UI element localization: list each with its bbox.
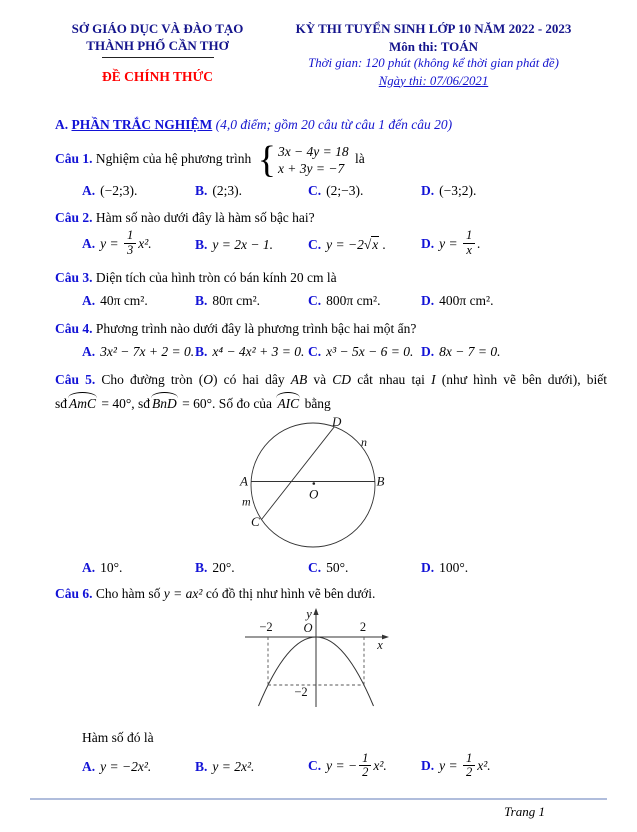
section-note: (4,0 điểm; gồm 20 câu từ câu 1 đến câu 20) xyxy=(212,117,453,132)
var-AB: AB xyxy=(290,371,308,387)
option-4d xyxy=(421,343,607,361)
option-value: x³ − 5x − 6 = 0. xyxy=(326,344,414,360)
option-4a xyxy=(82,343,195,361)
option-value: y = 2x². xyxy=(212,759,255,775)
option-letter: D. xyxy=(421,344,435,360)
option-letter: A. xyxy=(82,182,96,198)
question-4 xyxy=(55,320,607,338)
y-axis-label: y xyxy=(306,607,312,622)
question-5-text: (như hình vẽ bên dưới), biết xyxy=(435,371,607,387)
exam-header xyxy=(55,20,607,90)
fraction: $\frac{1}{x}$ xyxy=(463,229,475,256)
question-6-text: có đồ thị như hình vẽ bên dưới. xyxy=(202,586,376,602)
option-letter: B. xyxy=(195,759,208,775)
option-value: 20°. xyxy=(212,559,235,575)
option-6c xyxy=(308,752,421,782)
fraction: $\frac{1}{2}$ xyxy=(463,752,475,779)
option-letter: D. xyxy=(421,292,435,308)
system-eq1: 3x − 4y = 18 xyxy=(277,143,349,159)
option-letter: D. xyxy=(421,182,435,198)
arc-AIC: AIC xyxy=(275,392,301,413)
page-number: Trang 1 xyxy=(504,803,545,819)
option-value: y = − $\frac{1}{2}$ x². xyxy=(326,751,387,780)
question-1 xyxy=(55,138,607,181)
parabola-figure xyxy=(241,606,391,716)
center-label-O: O xyxy=(309,486,319,502)
option-value: 400π cm². xyxy=(439,292,494,308)
question-5-text: = 60°. Số đo của xyxy=(178,395,276,411)
question-5-line1 xyxy=(55,371,607,389)
option-letter: C. xyxy=(308,758,322,774)
question-3-text: Diện tích của hình tròn có bán kính 20 cm là xyxy=(92,269,337,285)
var-O: O xyxy=(203,371,214,387)
question-1-text-after: là xyxy=(351,150,365,166)
question-6-formula: y = ax² xyxy=(163,586,203,602)
system-brace: { xyxy=(257,138,276,181)
page-footer xyxy=(30,798,607,820)
option-6a xyxy=(82,758,195,776)
option-4b xyxy=(195,343,308,361)
question-5-line2 xyxy=(55,392,607,413)
option-5c xyxy=(308,559,421,577)
option-6b xyxy=(195,758,308,776)
question-3-options xyxy=(82,292,607,310)
option-1a xyxy=(82,182,195,200)
option-1b xyxy=(195,182,308,200)
option-3d xyxy=(421,292,607,310)
fraction: $\frac{1}{3}$ xyxy=(124,229,136,256)
tick-label-minus2: −2 xyxy=(259,620,273,635)
option-value: y = 2x − 1. xyxy=(212,236,273,252)
question-5-text: = 40°, sđ xyxy=(98,395,151,411)
var-I: I xyxy=(431,371,436,387)
option-value: y = $\frac{1}{2}$ x². xyxy=(439,751,491,780)
center-dot xyxy=(313,482,316,485)
question-6 xyxy=(55,585,607,603)
question-5-label: Câu 5. xyxy=(55,371,96,387)
option-value: 800π cm². xyxy=(326,292,381,308)
exam-subject: Môn thi: TOÁN xyxy=(388,38,479,54)
point-label-A: A xyxy=(240,473,248,489)
exam-title: KỲ THI TUYỂN SINH LỚP 10 NĂM 2022 - 2023 xyxy=(295,21,572,36)
option-value: 50°. xyxy=(326,559,349,575)
option-3c xyxy=(308,292,421,310)
option-value: (−2;3). xyxy=(100,182,138,198)
section-label: A. xyxy=(55,117,72,132)
option-letter: D. xyxy=(421,235,435,251)
option-letter: D. xyxy=(421,559,435,575)
option-2d xyxy=(421,229,607,259)
org-underline xyxy=(102,57,214,58)
option-2c xyxy=(308,236,421,254)
option-value: 80π cm². xyxy=(212,292,260,308)
option-letter: B. xyxy=(195,182,208,198)
point-label-D: D xyxy=(332,414,342,429)
option-3b xyxy=(195,292,308,310)
chord-cd xyxy=(262,426,335,519)
option-value: y = $\frac{1}{3}$ x². xyxy=(100,228,152,257)
exam-info-block xyxy=(260,20,607,90)
section-title: PHẦN TRẮC NGHIỆM xyxy=(71,117,213,132)
arc-label-m: m xyxy=(242,494,251,509)
exam-date: Ngày thi: 07/06/2021 xyxy=(378,73,489,88)
section-a-heading xyxy=(55,116,607,134)
option-2b xyxy=(195,236,308,254)
option-letter: A. xyxy=(82,559,96,575)
option-1d xyxy=(421,182,607,200)
option-value: x⁴ − 4x² + 3 = 0. xyxy=(212,344,305,360)
option-letter: C. xyxy=(308,236,322,252)
option-value: y = −2x². xyxy=(100,759,152,775)
circle-figure xyxy=(218,415,438,555)
question-5-text: cắt nhau tại xyxy=(351,371,432,387)
option-value: (2;−3). xyxy=(326,182,364,198)
option-value: (2;3). xyxy=(212,182,243,198)
option-letter: C. xyxy=(308,344,322,360)
option-2a xyxy=(82,229,195,259)
option-4c xyxy=(308,343,421,361)
question-5-text: Cho đường tròn ( xyxy=(95,371,204,387)
exam-duration: Thời gian: 120 phút (không kể thời gian phát đề) xyxy=(308,56,559,70)
question-1-options xyxy=(82,182,607,200)
option-value: y = $\frac{1}{x}$ . xyxy=(439,228,481,257)
question-4-text: Phương trình nào dưới đây là phương trình bậc hai một ẩn? xyxy=(92,321,417,337)
arc-AmC: AmC xyxy=(67,392,98,413)
question-2-text: Hàm số nào dưới đây là hàm số bậc hai? xyxy=(92,209,315,225)
option-5d xyxy=(421,559,607,577)
option-3a xyxy=(82,292,195,310)
question-3 xyxy=(55,269,607,287)
option-value: 8x − 7 = 0. xyxy=(439,344,501,360)
question-6-options xyxy=(82,752,607,782)
question-5-text: ) có hai dây xyxy=(213,371,291,387)
option-letter: B. xyxy=(195,236,208,252)
option-value: 100°. xyxy=(439,559,469,575)
question-2 xyxy=(55,209,607,227)
var-CD: CD xyxy=(332,371,352,387)
option-letter: A. xyxy=(82,292,96,308)
point-label-B: B xyxy=(376,473,385,489)
parabola-diagram-svg xyxy=(241,606,391,716)
question-5-text: và xyxy=(307,371,333,387)
option-5a xyxy=(82,559,195,577)
option-letter: C. xyxy=(308,182,322,198)
option-letter: D. xyxy=(421,758,435,774)
question-6-label: Câu 6. xyxy=(55,586,93,602)
option-value: 10°. xyxy=(100,559,123,575)
radical-sign: √ xyxy=(363,236,372,252)
tick-label-minus2-y: −2 xyxy=(294,685,308,700)
question-5-text: sđ xyxy=(55,395,68,411)
question-1-text: Nghiệm của hệ phương trình xyxy=(92,150,255,166)
option-letter: C. xyxy=(308,292,322,308)
org-name-line1: SỞ GIÁO DỤC VÀ ĐÀO TẠO xyxy=(71,21,244,36)
tick-label-2: 2 xyxy=(359,620,367,635)
circle-diagram-svg xyxy=(218,415,438,555)
radicand: x xyxy=(372,236,379,252)
x-axis-arrow xyxy=(382,635,389,640)
question-6-text: Cho hàm số xyxy=(92,586,164,602)
fraction: $\frac{1}{2}$ xyxy=(359,752,371,779)
system-eq2: x + 3y = −7 xyxy=(277,160,345,176)
option-1c xyxy=(308,182,421,200)
origin-label: O xyxy=(303,621,313,636)
question-3-label: Câu 3. xyxy=(55,269,93,285)
question-4-options xyxy=(82,343,607,361)
option-6d xyxy=(421,752,607,782)
question-1-label: Câu 1. xyxy=(55,150,93,166)
exam-type-label: ĐỀ CHÍNH THỨC xyxy=(101,69,213,84)
footer-divider xyxy=(30,798,607,800)
option-letter: A. xyxy=(82,759,96,775)
option-5b xyxy=(195,559,308,577)
option-value: 40π cm². xyxy=(100,292,148,308)
y-axis-arrow xyxy=(313,608,318,615)
option-value: y = −2√x . xyxy=(326,236,387,252)
option-letter: B. xyxy=(195,292,208,308)
option-letter: B. xyxy=(195,344,208,360)
arc-BnD: BnD xyxy=(150,392,179,413)
equation-system xyxy=(257,138,349,181)
x-axis-label: x xyxy=(377,638,383,653)
question-4-label: Câu 4. xyxy=(55,321,93,337)
question-5-text: bằng xyxy=(301,395,331,411)
question-2-options xyxy=(82,229,607,259)
issuing-org-block xyxy=(55,20,260,90)
circle-outline xyxy=(251,423,375,547)
option-letter: A. xyxy=(82,235,96,251)
option-letter: B. xyxy=(195,559,208,575)
org-name-line2: THÀNH PHỐ CẦN THƠ xyxy=(86,38,229,53)
point-label-C: C xyxy=(251,513,260,529)
option-letter: C. xyxy=(308,559,322,575)
option-letter: A. xyxy=(82,344,96,360)
arc-label-n: n xyxy=(361,434,367,449)
option-value: (−3;2). xyxy=(439,182,477,198)
option-value: 3x² − 7x + 2 = 0. xyxy=(100,344,195,360)
question-2-label: Câu 2. xyxy=(55,209,93,225)
question-5-options xyxy=(82,559,607,577)
question-6-stem2: Hàm số đó là xyxy=(82,730,154,746)
